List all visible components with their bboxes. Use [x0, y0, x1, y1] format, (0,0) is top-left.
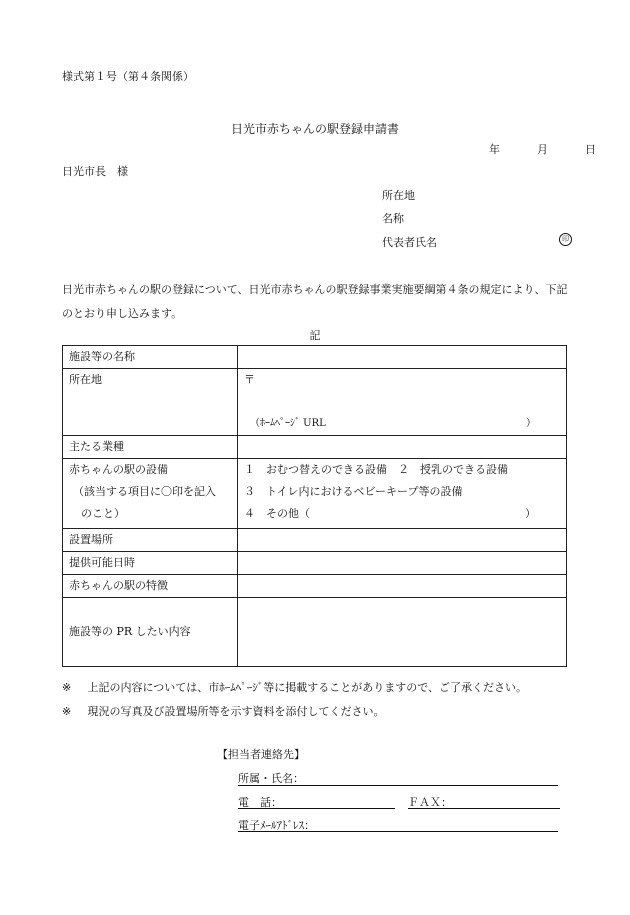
seal-mark: 印 — [559, 233, 572, 246]
location-field[interactable] — [238, 369, 567, 436]
table-row — [63, 575, 567, 598]
document-title: 日光市赤ちゃんの駅登録申請書 — [230, 122, 399, 136]
equipment-option-3: ４ その他（ — [244, 507, 310, 520]
equipment-option-1[interactable]: １ おむつ替えのできる設備 ２ 授乳のできる設備 — [244, 463, 508, 476]
features-label: 赤ちゃんの駅の特徴 — [63, 575, 238, 598]
facility-name-label: 施設等の名称 — [63, 346, 238, 369]
application-form-table — [62, 345, 567, 667]
applicant-representative-label: 代表者氏名 — [382, 236, 437, 249]
form-number: 様式第１号（第４条関係） — [62, 70, 194, 83]
note-2-text: 現況の写真及び設置場所等を示す資料を添付してください。 — [87, 705, 385, 718]
location-label: 所在地 — [63, 369, 238, 436]
pr-field[interactable] — [238, 598, 567, 667]
note-mark: ※ — [62, 681, 72, 694]
features-field[interactable] — [238, 575, 567, 598]
table-row — [63, 346, 567, 369]
table-row — [63, 436, 567, 459]
facility-name-field[interactable] — [238, 346, 567, 369]
homepage-url-label: （ﾎｰﾑﾍﾟｰｼﾞ URL — [250, 418, 326, 429]
equipment-other-closing-paren: ） — [525, 507, 536, 520]
date-month-label: 月 — [537, 143, 548, 156]
application-text: 日光市赤ちゃんの駅の登録について、日光市赤ちゃんの駅登録事業実施要綱第４条の規定により、下記のとおり申し込みます。 — [62, 283, 568, 320]
equipment-options[interactable] — [238, 459, 567, 529]
postal-mark: 〒 — [244, 373, 255, 386]
main-business-label: 主たる業種 — [63, 436, 238, 459]
phone-label: 電 話： — [238, 796, 282, 809]
applicant-location-label: 所在地 — [382, 189, 415, 202]
equipment-option-2[interactable]: ３ トイレ内におけるベビーキープ等の設備 — [244, 485, 463, 498]
table-row — [63, 598, 567, 667]
note-1-text: 上記の内容については、市ﾎｰﾑﾍﾟｰｼﾞ等に掲載することがありますので、ご了承ください。 — [87, 681, 528, 694]
addressee: 日光市長 様 — [62, 165, 128, 178]
affiliation-name-label: 所属・氏名： — [238, 772, 304, 785]
note-1 — [62, 679, 527, 695]
installation-place-label: 設置場所 — [63, 529, 238, 552]
fax-field[interactable] — [408, 808, 560, 809]
pr-label: 施設等の PR したい内容 — [63, 598, 238, 667]
note-2 — [62, 703, 385, 719]
main-business-field[interactable] — [238, 436, 567, 459]
date-year-label: 年 — [489, 143, 500, 156]
homepage-url-line — [250, 413, 536, 435]
table-row — [63, 369, 567, 436]
installation-place-field[interactable] — [238, 529, 567, 552]
phone-field[interactable] — [238, 808, 395, 809]
ki-heading: 記 — [309, 329, 321, 342]
fax-label: ＦＡＸ： — [408, 796, 452, 809]
contact-heading: 【担当者連絡先】 — [217, 748, 305, 761]
date-line — [489, 141, 596, 157]
available-hours-field[interactable] — [238, 552, 567, 575]
equipment-label-line-3: のこと） — [81, 507, 125, 520]
available-hours-label: 提供可能日時 — [63, 552, 238, 575]
table-row — [63, 459, 567, 529]
date-day-label: 日 — [585, 143, 596, 156]
note-mark: ※ — [62, 705, 72, 718]
email-label: 電子ﾒｰﾙｱﾄﾞﾚｽ： — [238, 819, 315, 832]
applicant-name-label: 名称 — [382, 212, 404, 225]
equipment-label — [63, 459, 238, 529]
table-row — [63, 552, 567, 575]
email-field[interactable] — [238, 831, 558, 832]
affiliation-name-field[interactable] — [238, 785, 558, 786]
equipment-option-3-line[interactable] — [244, 503, 560, 525]
equipment-label-line-2: （該当する項目に〇印を記入 — [73, 485, 216, 498]
equipment-label-line-1: 赤ちゃんの駅の設備 — [69, 463, 168, 476]
homepage-url-closing-paren: ） — [526, 418, 536, 429]
table-row — [63, 529, 567, 552]
